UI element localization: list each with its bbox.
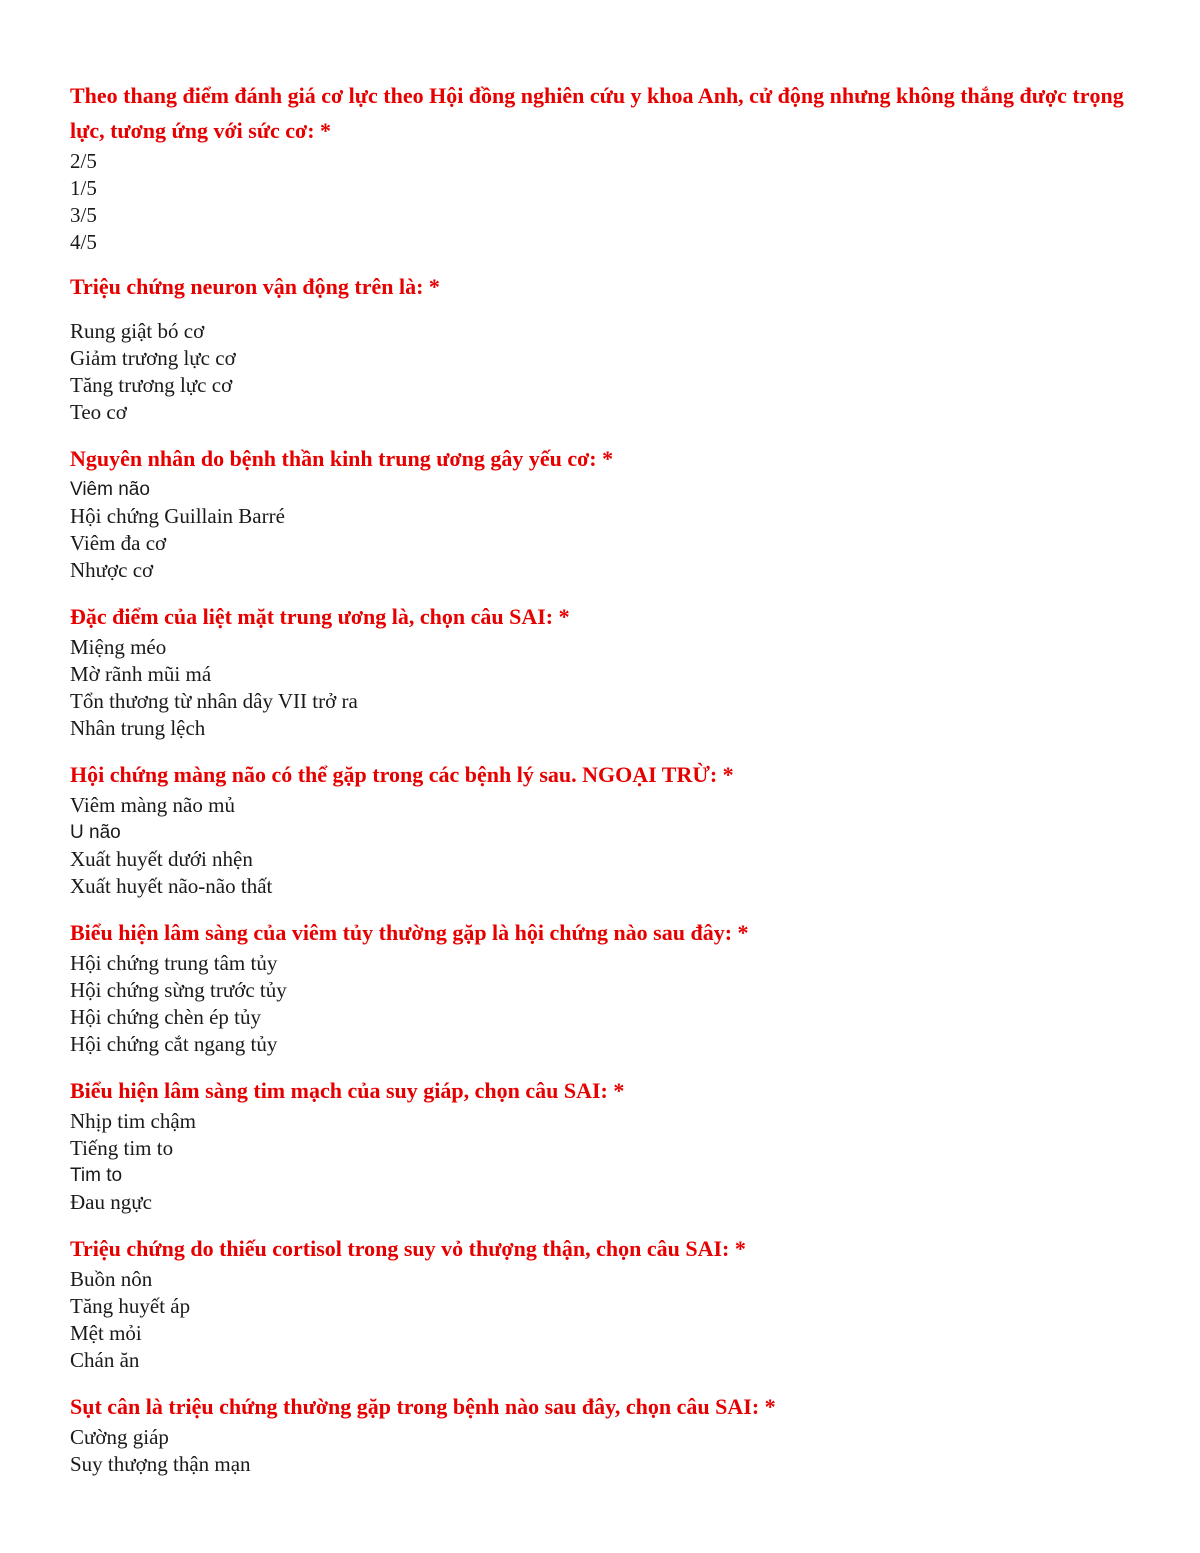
- option: Hội chứng chèn ép tủy: [70, 1005, 261, 1029]
- option-list: [70, 476, 1150, 584]
- option-list: [70, 950, 1150, 1058]
- question-3: [70, 442, 1150, 584]
- question-2: [70, 270, 1150, 426]
- question-8: [70, 1232, 1150, 1374]
- option-list: [70, 1108, 1150, 1216]
- question-text: Hội chứng màng não có thể gặp trong các bệnh lý sau. NGOẠI TRỪ: *: [70, 762, 734, 787]
- option: Mờ rãnh mũi má: [70, 662, 212, 686]
- option: Viêm màng não mủ: [70, 793, 235, 817]
- option-list: [70, 1266, 1150, 1374]
- question-1: [70, 78, 1150, 256]
- question-text: Triệu chứng neuron vận động trên là: *: [70, 274, 440, 299]
- option: Nhược cơ: [70, 558, 154, 582]
- option: Xuất huyết não-não thất: [70, 874, 273, 898]
- option-list: [70, 148, 1150, 256]
- option-list: [70, 792, 1150, 900]
- question-text: Sụt cân là triệu chứng thường gặp trong bệnh nào sau đây, chọn câu SAI: *: [70, 1394, 776, 1419]
- question-4: [70, 600, 1150, 742]
- question-6: [70, 916, 1150, 1058]
- question-5: [70, 758, 1150, 900]
- option: Xuất huyết dưới nhện: [70, 847, 253, 871]
- option: Tim to: [70, 1165, 123, 1186]
- option: Hội chứng Guillain Barré: [70, 504, 285, 528]
- question-9: [70, 1390, 1150, 1478]
- option: Cường giáp: [70, 1425, 169, 1449]
- option: Tăng trương lực cơ: [70, 373, 233, 397]
- option: 3/5: [70, 203, 97, 227]
- option: Tăng huyết áp: [70, 1294, 191, 1318]
- question-text: Biểu hiện lâm sàng tim mạch của suy giáp, chọn câu SAI: *: [70, 1078, 625, 1103]
- quiz-document: [70, 78, 1150, 1478]
- option: Viêm đa cơ: [70, 531, 167, 555]
- question-text: Đặc điểm của liệt mặt trung ương là, chọn câu SAI: *: [70, 604, 570, 629]
- question-text: Biểu hiện lâm sàng của viêm tủy thường gặp là hội chứng nào sau đây: *: [70, 920, 749, 945]
- option: Mệt mỏi: [70, 1321, 142, 1345]
- option: 2/5: [70, 149, 97, 173]
- option: Hội chứng sừng trước tủy: [70, 978, 287, 1002]
- option: Đau ngực: [70, 1190, 152, 1214]
- option: Tổn thương từ nhân dây VII trở ra: [70, 689, 358, 713]
- option: Suy thượng thận mạn: [70, 1452, 251, 1476]
- option-list: [70, 634, 1150, 742]
- option: Hội chứng trung tâm tủy: [70, 951, 278, 975]
- option: Buồn nôn: [70, 1267, 153, 1291]
- option-list: [70, 1424, 1150, 1478]
- option: Nhân trung lệch: [70, 716, 206, 740]
- option: Tiếng tim to: [70, 1136, 174, 1160]
- question-text: Theo thang điểm đánh giá cơ lực theo Hội đồng nghiên cứu y khoa Anh, cử động nhưng không thắng được trọng lực, tương ứng với sức cơ: *: [70, 83, 1124, 143]
- option: Hội chứng cắt ngang tủy: [70, 1032, 278, 1056]
- option: Giảm trương lực cơ: [70, 346, 236, 370]
- option: Rung giật bó cơ: [70, 319, 205, 343]
- option: Viêm não: [70, 479, 150, 500]
- option: 4/5: [70, 230, 97, 254]
- question-7: [70, 1074, 1150, 1216]
- option-list: [70, 318, 1150, 426]
- option: U não: [70, 822, 121, 843]
- option: Nhịp tim chậm: [70, 1109, 196, 1133]
- question-text: Triệu chứng do thiếu cortisol trong suy vỏ thượng thận, chọn câu SAI: *: [70, 1236, 746, 1261]
- question-text: Nguyên nhân do bệnh thần kinh trung ương gây yếu cơ: *: [70, 446, 614, 471]
- option: Miệng méo: [70, 635, 167, 659]
- option: Chán ăn: [70, 1348, 140, 1372]
- option: Teo cơ: [70, 400, 127, 424]
- option: 1/5: [70, 176, 97, 200]
